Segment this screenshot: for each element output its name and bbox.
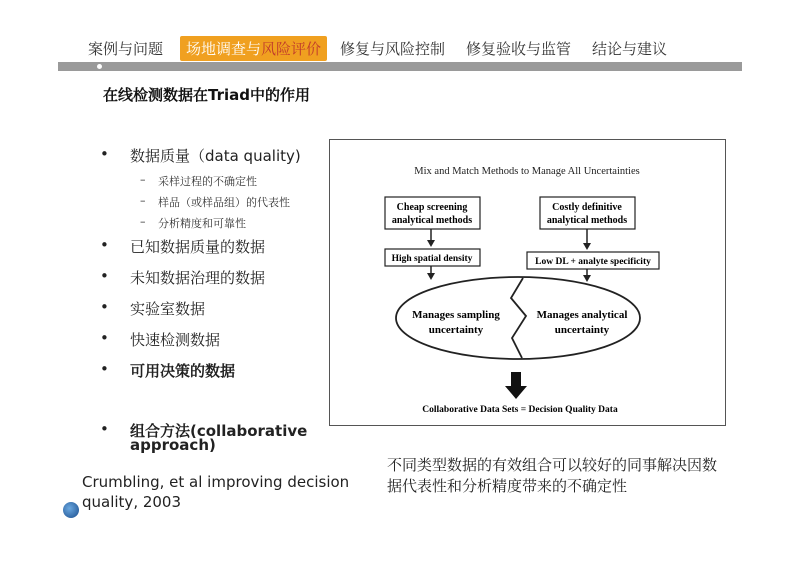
oval-left-line1: Manages sampling	[412, 309, 500, 321]
left-arrow-2-head	[427, 273, 435, 280]
bullet-dot-icon: •	[100, 236, 109, 254]
down-block-arrow-shaft	[511, 372, 521, 388]
bullet-text: 快速检测数据	[130, 331, 221, 349]
left-result-text: High spatial density	[391, 254, 473, 264]
note-text: 不同类型数据的有效组合可以较好的同事解决因数据代表性和分析精度带来的不确定性	[387, 456, 718, 495]
citation: Crumbling, et al improving decision quality, 2003	[82, 473, 350, 511]
nav-progress-bar	[58, 62, 742, 71]
nav-item-remediation[interactable]: 修复与风险控制	[340, 40, 446, 58]
diagram-svg	[330, 140, 725, 425]
bullet-dot-icon: •	[100, 329, 109, 347]
nav-item-site-investigation[interactable]	[180, 36, 327, 61]
sub-bullet-text: 采样过程的不确定性	[158, 175, 257, 188]
left-method-line1: Cheap screening	[396, 202, 468, 213]
right-arrow-1-head	[583, 243, 591, 250]
sub-bullet-text: 分析精度和可靠性	[158, 217, 246, 230]
nav-item-acceptance[interactable]: 修复验收与监管	[466, 40, 572, 58]
nav-active-part1: 场地调查与	[186, 40, 262, 58]
nav-dot-icon	[97, 64, 102, 69]
dash-icon: –	[140, 173, 146, 186]
right-arrow-2-head	[583, 275, 591, 282]
left-arrow-1-head	[427, 240, 435, 247]
bullet-dot-icon: •	[100, 298, 109, 316]
diagram-heading: Mix and Match Methods to Manage All Uncertainties	[414, 166, 640, 177]
nav-active-part2: 风险评价	[261, 40, 322, 58]
right-method-line2: analytical methods	[546, 215, 628, 226]
bullet-text: 已知数据质量的数据	[130, 238, 266, 256]
left-method-line2: analytical methods	[391, 215, 473, 226]
oval-left-line2: uncertainty	[428, 324, 484, 336]
oval-right-line1: Manages analytical	[536, 309, 628, 321]
diagram-frame	[329, 139, 726, 426]
bullet-text: 组合方法(collaborative	[130, 422, 308, 440]
logo-icon	[63, 502, 79, 518]
diagram-footer: Collaborative Data Sets = Decision Quality Data	[422, 405, 618, 415]
bullet-dot-icon: •	[100, 360, 109, 378]
oval-right-line2: uncertainty	[554, 324, 610, 336]
bullet-dot-icon: •	[100, 267, 109, 285]
bullet-text: 未知数据治理的数据	[130, 269, 266, 287]
dash-icon: –	[140, 215, 146, 228]
bullet-dot-icon: •	[100, 420, 109, 438]
bullet-dot-icon: •	[100, 145, 109, 163]
bullet-text: 数据质量（data quality)	[130, 147, 301, 165]
sub-bullet-text: 样品（或样品组）的代表性	[158, 196, 290, 209]
dash-icon: –	[140, 194, 146, 207]
bullet-text: 可用决策的数据	[130, 362, 236, 380]
right-result-text: Low DL + analyte specificity	[535, 257, 651, 267]
bullet-text: 实验室数据	[130, 300, 206, 318]
right-method-line1: Costly definitive	[552, 202, 622, 213]
bullet-text: approach)	[130, 436, 216, 454]
nav-item-cases[interactable]: 案例与问题	[88, 40, 164, 58]
nav-item-conclusion[interactable]: 结论与建议	[592, 40, 668, 58]
down-block-arrow-head	[505, 386, 527, 399]
page-title: 在线检测数据在Triad中的作用	[103, 86, 310, 104]
